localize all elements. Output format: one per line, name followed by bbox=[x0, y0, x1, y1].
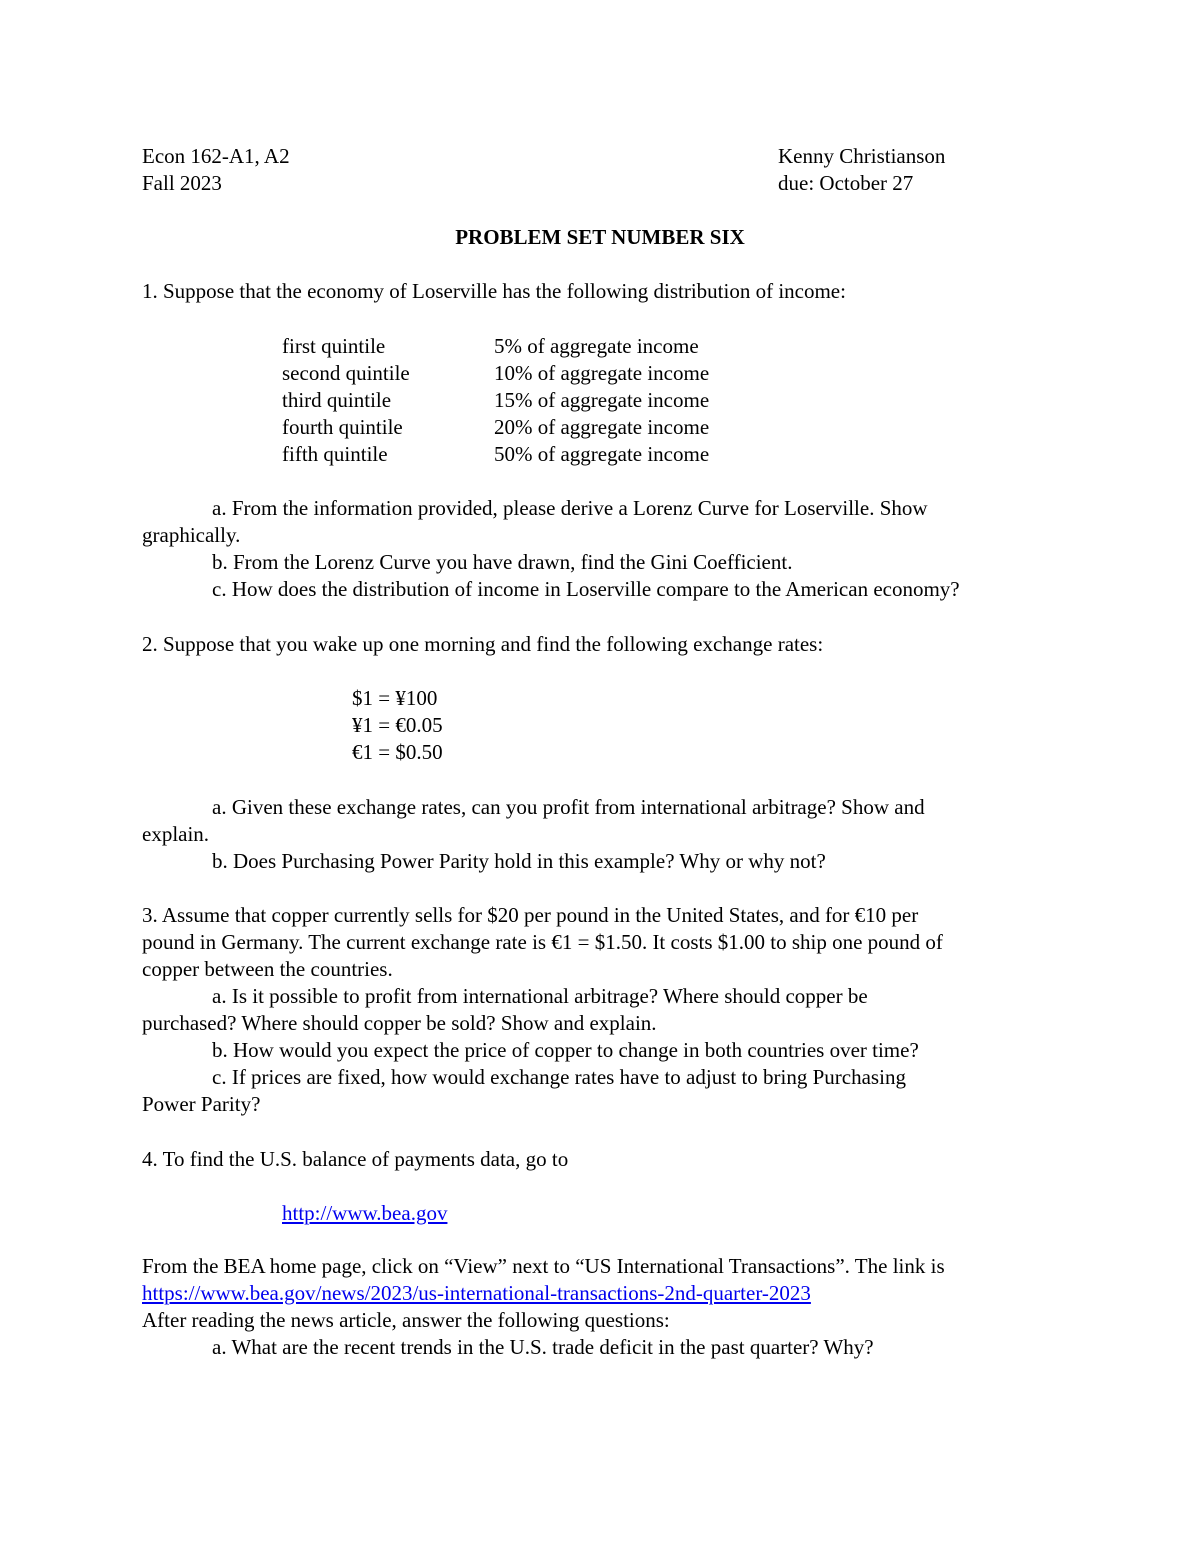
quintile-share: 5% of aggregate income bbox=[494, 334, 699, 358]
q1-part-a-cont: graphically. bbox=[142, 523, 241, 547]
quintile-share: 15% of aggregate income bbox=[494, 388, 710, 412]
exchange-rate: ¥1 = €0.05 bbox=[352, 713, 443, 737]
instructor-name: Kenny Christianson bbox=[778, 144, 946, 168]
q4-instructions-cont: After reading the news article, answer the following questions: bbox=[142, 1308, 670, 1332]
q4-prompt: 4. To find the U.S. balance of payments data, go to bbox=[142, 1147, 569, 1171]
page-title: PROBLEM SET NUMBER SIX bbox=[455, 225, 745, 249]
bea-article-link[interactable]: https://www.bea.gov/news/2023/us-international-transactions-2nd-quarter-2023 bbox=[142, 1281, 811, 1305]
q1-part-b: b. From the Lorenz Curve you have drawn, find the Gini Coefficient. bbox=[212, 550, 793, 574]
quintile-share: 10% of aggregate income bbox=[494, 361, 710, 385]
quintile-label: fifth quintile bbox=[282, 442, 388, 466]
q3-prompt-cont: pound in Germany. The current exchange rate is €1 = $1.50. It costs $1.00 to ship one pound of bbox=[142, 930, 943, 954]
bea-home-link[interactable]: http://www.bea.gov bbox=[282, 1201, 448, 1225]
exchange-rate: €1 = $0.50 bbox=[352, 740, 443, 764]
exchange-rate: $1 = ¥100 bbox=[352, 686, 438, 710]
quintile-label: second quintile bbox=[282, 361, 410, 385]
q3-part-b: b. How would you expect the price of copper to change in both countries over time? bbox=[212, 1038, 919, 1062]
quintile-label: third quintile bbox=[282, 388, 392, 412]
q2-prompt: 2. Suppose that you wake up one morning and find the following exchange rates: bbox=[142, 632, 824, 656]
quintile-label: fourth quintile bbox=[282, 415, 403, 439]
q3-part-c-cont: Power Parity? bbox=[142, 1092, 261, 1116]
q2-part-a: a. Given these exchange rates, can you profit from international arbitrage? Show and bbox=[212, 795, 925, 819]
bea-home-link-wrap bbox=[282, 1200, 447, 1227]
bea-article-link-wrap bbox=[142, 1280, 811, 1307]
term-label: Fall 2023 bbox=[142, 171, 222, 195]
q2-part-b: b. Does Purchasing Power Parity hold in this example? Why or why not? bbox=[212, 849, 826, 873]
course-label: Econ 162-A1, A2 bbox=[142, 144, 290, 168]
due-date: due: October 27 bbox=[778, 171, 914, 195]
quintile-label: first quintile bbox=[282, 334, 386, 358]
q1-prompt: 1. Suppose that the economy of Loserville has the following distribution of income: bbox=[142, 279, 846, 303]
q3-part-c: c. If prices are fixed, how would exchange rates have to adjust to bring Purchasing bbox=[212, 1065, 906, 1089]
q2-part-a-cont: explain. bbox=[142, 822, 210, 846]
q1-part-a: a. From the information provided, please derive a Lorenz Curve for Loserville. Show bbox=[212, 496, 928, 520]
quintile-share: 20% of aggregate income bbox=[494, 415, 710, 439]
q3-prompt: 3. Assume that copper currently sells for $20 per pound in the United States, and for €10 per bbox=[142, 903, 919, 927]
q4-instructions: From the BEA home page, click on “View” next to “US International Transactions”. The link is bbox=[142, 1254, 945, 1278]
q1-part-c: c. How does the distribution of income in Loserville compare to the American economy? bbox=[212, 577, 960, 601]
q4-part-a: a. What are the recent trends in the U.S. trade deficit in the past quarter? Why? bbox=[212, 1335, 874, 1359]
q3-part-a-cont: purchased? Where should copper be sold? Show and explain. bbox=[142, 1011, 657, 1035]
q3-part-a: a. Is it possible to profit from international arbitrage? Where should copper be bbox=[212, 984, 868, 1008]
q3-prompt-cont: copper between the countries. bbox=[142, 957, 393, 981]
quintile-share: 50% of aggregate income bbox=[494, 442, 710, 466]
